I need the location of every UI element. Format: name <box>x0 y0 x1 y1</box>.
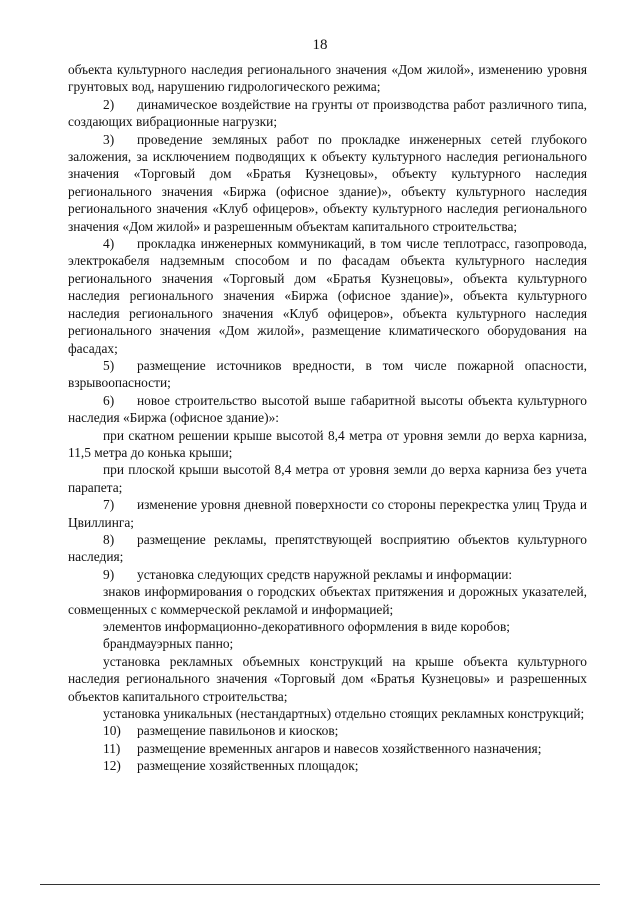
list-item-9 <box>68 566 587 583</box>
sub-paragraph <box>68 653 587 705</box>
paragraph-text: установка рекламных объемных конструкций на крыше объекта культурного наследия регионального значения «Торговый дом «Братья Кузнецовы» и разрешенных объектов капитального строительства; <box>68 653 587 704</box>
paragraph-text: размещение павильонов и киосков; <box>137 723 339 739</box>
paragraph-text: при скатном решении крыше высотой 8,4 метра от уровня земли до верха карниза, 11,5 метра до конька крыши; <box>68 427 587 460</box>
sub-paragraph <box>68 583 587 618</box>
sub-paragraph <box>68 705 587 722</box>
list-number: 4) <box>103 236 115 252</box>
paragraph-text: размещение временных ангаров и навесов хозяйственного назначения; <box>137 740 542 756</box>
list-number: 6) <box>103 392 115 408</box>
list-item-3 <box>68 131 587 235</box>
list-number: 7) <box>103 497 115 513</box>
paragraph-text: знаков информирования о городских объектах притяжения и дорожных указателей, совмещенных с коммерческой рекламой и информацией; <box>68 584 587 617</box>
list-number: 3) <box>103 131 115 147</box>
document-body <box>68 61 587 775</box>
list-item-4 <box>68 235 587 357</box>
paragraph-text: размещение рекламы, препятствующей восприятию объектов культурного наследия; <box>68 531 587 565</box>
page-number: 18 <box>312 37 328 53</box>
paragraph-text: при плоской крыши высотой 8,4 метра от уровня земли до верха карниза без учета парапета; <box>68 462 587 495</box>
paragraph-text: установка уникальных (нестандартных) отдельно стоящих рекламных конструкций; <box>103 706 585 722</box>
paragraph-text: объекта культурного наследия регионального значения «Дом жилой», изменению уровня грунтовых вод, нарушению гидрологического режима; <box>68 62 587 95</box>
list-item-12 <box>68 757 587 774</box>
paragraph-text: брандмауэрных панно; <box>103 636 234 652</box>
paragraph-text: изменение уровня дневной поверхности со стороны перекрестка улиц Труда и Цвиллинга; <box>68 497 587 530</box>
paragraph-text: новое строительство высотой выше габаритной высоты объекта культурного наследия «Биржа (офисное здание)»: <box>68 392 587 426</box>
paragraph-continuation <box>68 61 587 96</box>
paragraph-text: прокладка инженерных коммуникаций, в том числе теплотрасс, газопровода, электрокабеля надземным способом и по фасадам объекта культурного наследия регионального значения «Торговый дом «Братья Кузнецовы», объекта культурного наследия регионального значения «Биржа (офисное здание)», объекта культурного наследия регионального значения «Клуб офицеров», объекта культурного наследия регионального значения «Дом жилой», размещение климатического оборудования на фасадах; <box>68 236 587 356</box>
bottom-rule <box>40 884 600 885</box>
paragraph-text: размещение хозяйственных площадок; <box>137 758 359 774</box>
sub-paragraph <box>68 461 587 496</box>
sub-paragraph <box>68 618 587 635</box>
list-item-8 <box>68 531 587 566</box>
list-item-10 <box>68 722 587 739</box>
list-number: 8) <box>103 531 115 547</box>
list-item-6 <box>68 392 587 427</box>
paragraph-text: элементов информационно-декоративного оформления в виде коробов; <box>103 619 510 634</box>
list-number: 10) <box>103 723 121 739</box>
paragraph-text: проведение земляных работ по прокладке инженерных сетей глубокого заложения, за исключением подводящих к объекту культурного наследия регионального значения «Торговый дом «Братья Кузнецовы», объекту культурного наследия регионального значения «Биржа (офисное здание)», объекту культурного наследия регионального значения «Клуб офицеров», объекту культурного наследия регионального значения «Дом жилой» и разрешенным объектам капитального строительства; <box>68 131 587 234</box>
list-number: 9) <box>103 566 115 582</box>
list-number: 5) <box>103 357 115 373</box>
list-item-11 <box>68 740 587 757</box>
list-number: 11) <box>103 740 121 756</box>
list-number: 12) <box>103 758 121 774</box>
sub-paragraph <box>68 427 587 462</box>
list-item-2 <box>68 96 587 131</box>
paragraph-text: установка следующих средств наружной рекламы и информации: <box>137 566 513 582</box>
list-number: 2) <box>103 96 115 112</box>
paragraph-text: размещение источников вредности, в том числе пожарной опасности, взрывоопасности; <box>68 357 587 391</box>
paragraph-text: динамическое воздействие на грунты от производства работ различного типа, создающих вибрационные нагрузки; <box>68 96 587 130</box>
list-item-5 <box>68 357 587 392</box>
list-item-7 <box>68 496 587 531</box>
sub-paragraph <box>68 635 587 652</box>
